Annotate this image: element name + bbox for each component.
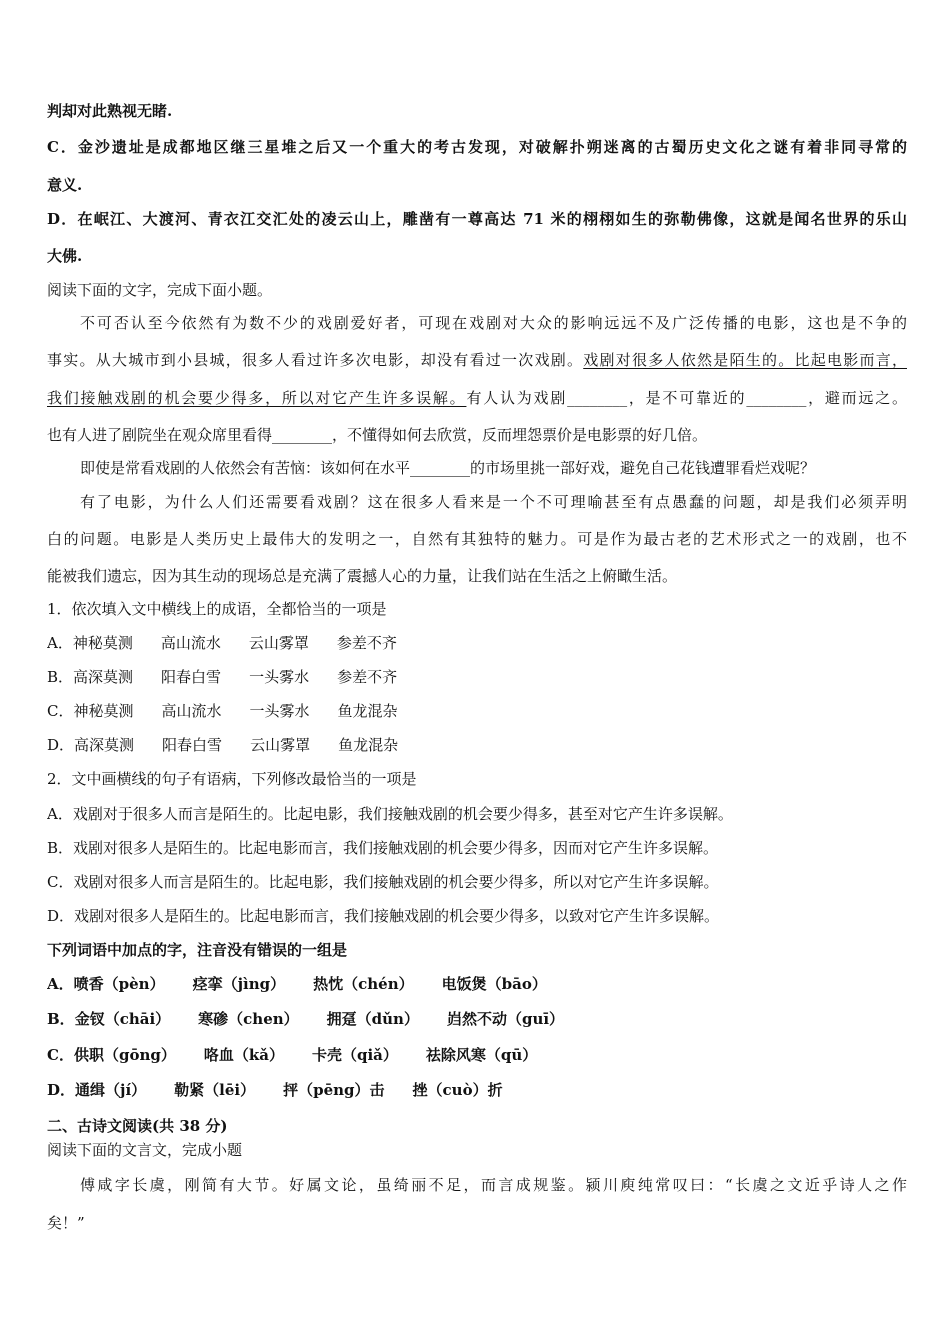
option-c-line1: C．金沙遗址是成都地区继三星堆之后又一个重大的考古发现，对破解扑朔迷离的古蜀历史文化之谜有着非同寻常的 xyxy=(47,138,907,156)
question-2-option-d[interactable]: D．戏剧对很多人是陌生的。比起电影而言，我们接触戏剧的机会要少得多，以致对它产生许多误解。 xyxy=(47,907,720,925)
question-3-option-d[interactable]: D．通缉（jí） 勒紧（lēi） 抨（pēng）击 挫（cuò）折 xyxy=(47,1081,503,1099)
passage-p1-line2-plain: 事实。从大城市到小县城，很多人看过许多次电影，却没有看过一次戏剧。 xyxy=(47,351,584,369)
prev-option-tail: 判却对此熟视无睹. xyxy=(47,102,173,120)
passage-p1-line3-plain: 有人认为戏剧________，是不可靠近的________，避而远之。 xyxy=(466,389,907,407)
passage-p1-line3 xyxy=(47,387,907,409)
section-2-heading: 二、古诗文阅读(共 38 分) xyxy=(47,1117,228,1135)
question-1-option-d[interactable]: D．高深莫测 阳春白雪 云山雾罩 鱼龙混杂 xyxy=(47,736,399,754)
passage-p3-line2: 白的问题。电影是人类历史上最伟大的发明之一，自然有其独特的魅力。可是作为最古老的艺术形式之一的戏剧，也不 xyxy=(47,530,907,548)
classical-passage-line1: 傅咸字长虞，刚简有大节。好属文论，虽绮丽不足，而言成规鉴。颍川庾纯常叹曰：“长虞之文近乎诗人之作 xyxy=(80,1176,907,1194)
option-d-line1: D．在岷江、大渡河、青衣江交汇处的凌云山上，雕凿有一尊高达 71 米的栩栩如生的弥勒佛像，这就是闻名世界的乐山 xyxy=(47,210,907,228)
passage-p3-line3: 能被我们遗忘，因为其生动的现场总是充满了震撼人心的力量，让我们站在生活之上俯瞰生活。 xyxy=(47,567,678,585)
question-2-option-b[interactable]: B．戏剧对很多人是陌生的。比起电影而言，我们接触戏剧的机会要少得多，因而对它产生许多误解。 xyxy=(47,839,719,857)
question-2-option-a[interactable]: A．戏剧对于很多人而言是陌生的。比起电影，我们接触戏剧的机会要少得多，甚至对它产生许多误解。 xyxy=(47,805,733,823)
passage-p2: 即使是常看戏剧的人依然会有苦恼：该如何在水平________的市场里挑一部好戏，避免自己花钱遭罪看烂戏呢？ xyxy=(80,459,816,477)
question-3-stem: 下列词语中加点的字，注音没有错误的一组是 xyxy=(47,941,348,959)
classical-reading-intro: 阅读下面的文言文，完成小题 xyxy=(47,1141,243,1159)
option-c-line2: 意义. xyxy=(47,176,83,194)
question-2-stem: 2．文中画横线的句子有语病，下列修改最恰当的一项是 xyxy=(47,770,417,788)
option-d-line2: 大佛. xyxy=(47,247,83,265)
passage-p1-line4: 也有人进了剧院坐在观众席里看得________，不懂得如何去欣赏，反而埋怨票价是电影票的好几倍。 xyxy=(47,426,708,444)
passage-p3-line1: 有了电影，为什么人们还需要看戏剧？这在很多人看来是一个不可理喻甚至有点愚蠢的问题，却是我们必须弄明 xyxy=(80,493,907,511)
question-1-option-a[interactable]: A．神秘莫测 高山流水 云山雾罩 参差不齐 xyxy=(47,634,397,652)
question-3-option-c[interactable]: C．供职（gōng） 咯血（kǎ） 卡壳（qiǎ） 祛除风寒（qū） xyxy=(47,1046,538,1064)
question-1-option-b[interactable]: B．高深莫测 阳春白雪 一头雾水 参差不齐 xyxy=(47,668,398,686)
underlined-sentence-part2: 我们接触戏剧的机会要少得多，所以对它产生许多误解。 xyxy=(47,389,467,407)
passage-p1-line1: 不可否认至今依然有为数不少的戏剧爱好者，可现在戏剧对大众的影响远远不及广泛传播的电影，这也是不争的 xyxy=(80,314,907,332)
question-1-stem: 1．依次填入文中横线上的成语，全都恰当的一项是 xyxy=(47,600,387,618)
classical-passage-line2: 矣！” xyxy=(47,1214,85,1232)
passage-p1-line2 xyxy=(47,349,907,371)
underlined-sentence-part1: 戏剧对很多人依然是陌生的。比起电影而言， xyxy=(583,351,907,369)
question-1-option-c[interactable]: C．神秘莫测 高山流水 一头雾水 鱼龙混杂 xyxy=(47,702,398,720)
question-3-option-a[interactable]: A．喷香（pèn） 痉挛（jìng） 热忱（chén） 电饭煲（bāo） xyxy=(47,975,547,993)
question-2-option-c[interactable]: C．戏剧对很多人而言是陌生的。比起电影，我们接触戏剧的机会要少得多，所以对它产生许多误解。 xyxy=(47,873,719,891)
question-3-option-b[interactable]: B．金钗（chāi） 寒碜（chen） 拥趸（dǔn） 岿然不动（guī） xyxy=(47,1010,565,1028)
reading-intro: 阅读下面的文字，完成下面小题。 xyxy=(47,281,273,299)
